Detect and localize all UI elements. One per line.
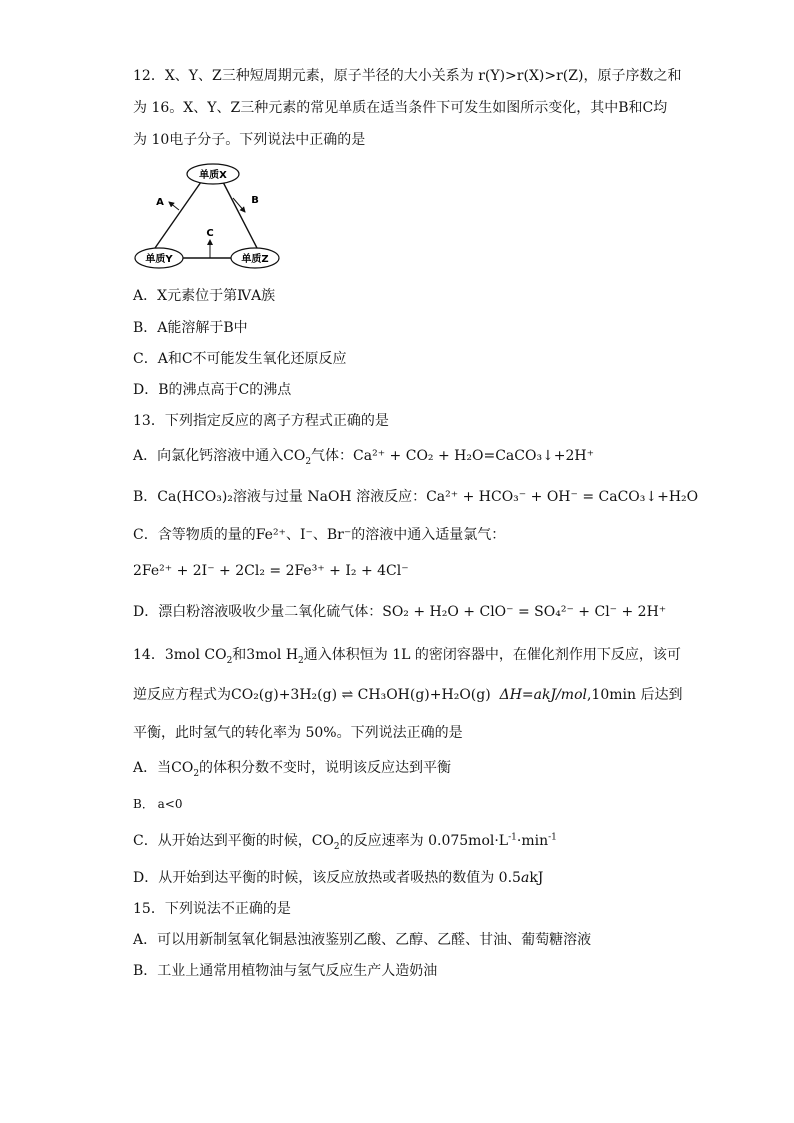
arrow-a	[169, 202, 179, 210]
q12-reaction-diagram	[133, 160, 283, 272]
q14-option-b: B． a<0	[133, 797, 183, 811]
q15-option-a: A．可以用新制氢氧化铜悬浊液鉴别乙酸、乙醇、乙醛、甘油、葡萄糖溶液	[133, 932, 592, 948]
edge-label-c: C	[206, 228, 214, 239]
q14-line-1: 14．3mol $CO_2$和3mol $H_2$通入体积恒为 1L 的密闭容器中，在催化剂作用下反应，该可	[133, 647, 681, 666]
q12-option-a: A．X元素位于第ⅣA族	[133, 288, 276, 304]
node-x-label: 单质X	[199, 170, 227, 181]
q12-line-1: 12．X、Y、Z三种短周期元素，原子半径的大小关系为 r(Y)>r(X)>r(Z)，原子序数之和	[133, 68, 682, 84]
node-z-label: 单质Z	[241, 254, 269, 265]
q13-option-c-equation: 2Fe²⁺ + 2I⁻ + 2Cl₂ = 2Fe³⁺ + I₂ + 4Cl⁻	[133, 563, 409, 579]
q14-line-2: 逆反应方程式为CO₂(g)+3H₂(g) ⇌ CH₃OH(g)+H₂O(g) ΔH=akJ/mol,10min 后达到	[133, 687, 683, 703]
q14-option-c: C．从开始达到平衡的时候，$CO_2$的反应速率为 $0.075mol\cdot L^{-1}\cdot\min^{-1}$	[133, 832, 557, 852]
q13-option-a: A．向氯化钙溶液中通入$CO_2$气体：Ca²⁺ + CO₂ + H₂O=CaCO₃↓+2H⁺	[133, 448, 595, 467]
edge-x-z	[223, 182, 257, 248]
q13-option-c: C．含等物质的量的Fe²⁺、I⁻、Br⁻的溶液中通入适量氯气：	[133, 527, 506, 543]
edge-y-x	[155, 182, 201, 248]
q14-line-3: 平衡，此时氢气的转化率为 50%。下列说法正确的是	[133, 725, 463, 741]
q13-option-b: B．Ca(HCO₃)₂溶液与过量 NaOH 溶液反应：Ca²⁺ + HCO₃⁻ + OH⁻ = CaCO₃↓+H₂O	[133, 489, 699, 505]
q12-option-c: C．A和C不可能发生氧化还原反应	[133, 351, 347, 367]
q15-title: 15．下列说法不正确的是	[133, 901, 291, 917]
q13-option-d: D．漂白粉溶液吸收少量二氧化硫气体：SO₂ + H₂O + ClO⁻ = SO₄²⁻ + Cl⁻ + 2H⁺	[133, 604, 667, 620]
q14-option-d: D．从开始到达平衡的时候，该反应放热或者吸热的数值为 0.5akJ	[133, 870, 544, 886]
q12-line-3: 为 10电子分子。下列说法中正确的是	[133, 132, 366, 148]
q15-option-b: B．工业上通常用植物油与氢气反应生产人造奶油	[133, 963, 438, 979]
q13-title: 13．下列指定反应的离子方程式正确的是	[133, 413, 389, 429]
q12-option-b: B．A能溶解于B中	[133, 320, 248, 336]
node-y-label: 单质Y	[145, 254, 173, 265]
edge-label-a: A	[156, 197, 164, 208]
q12-line-2: 为 16。X、Y、Z三种元素的常见单质在适当条件下可发生如图所示变化，其中B和C均	[133, 100, 668, 116]
q14-option-a: A．当$CO_2$的体积分数不变时，说明该反应达到平衡	[133, 760, 452, 779]
q12-option-d: D．B的沸点高于C的沸点	[133, 382, 292, 398]
edge-label-b: B	[251, 195, 259, 206]
